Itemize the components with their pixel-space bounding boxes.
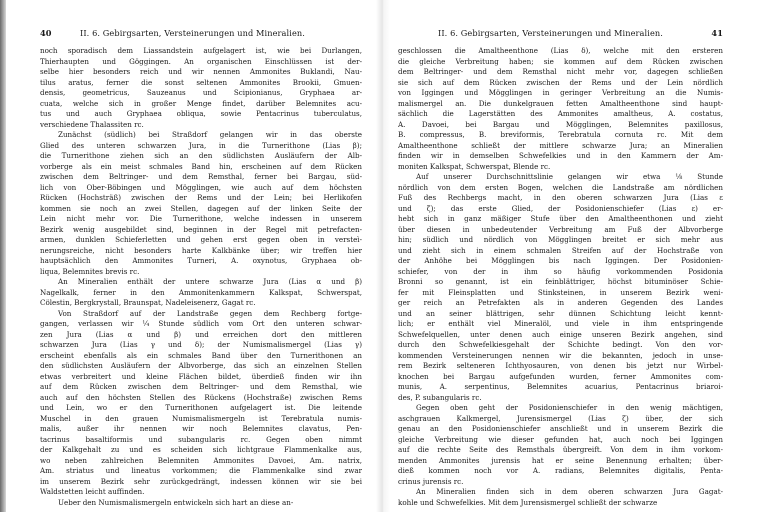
page-number: 41 [711, 28, 723, 38]
text-line: geschlossen die Amaltheenthone (Lias δ), welche mit den ersteren [398, 46, 723, 55]
text-line: Fuß des Rechbergs macht, in den oberen schwarzen Jura (Lias ε [398, 193, 723, 202]
text-line: verschiedene Thalassiten rc. [40, 119, 144, 129]
text-line: lich von Ober-Böbingen und Mögglingen, wie auch auf dem höchsten [40, 182, 362, 192]
text-line: munis, A. serpentinus, Belemnites acuarius, Pentacrinus briaroi- [398, 382, 723, 391]
text-line: selbe hier besonders reich und wir nennen Ammonites Buklandi, Nau- [40, 67, 362, 76]
right-page-header [398, 28, 723, 42]
text-line: wo neben zahlreichen Belemniten Ammonites Davoei, Am. natrix, [40, 455, 362, 465]
text-line: schiefer, von der in ihm so häufig vorkommenden Posidonia [398, 266, 723, 276]
text-line: genau an den Posidonienschiefer anschließt und in unserem Bezirk die [398, 424, 723, 433]
text-line: Rücken (Hochsträß) zwischen der Rems und der Lein; bei Herlikofen [40, 193, 362, 202]
text-line: A. Davoei, bei Bargau und Mögglingen, Belemnites paxillosus, [398, 119, 723, 129]
text-line: Auf unserer Durchschnittslinie gelangen wir etwa ⅛ Stunde [416, 172, 723, 181]
text-line: auf dem Rücken zwischen dem Beltringer- und dem Remsthal, wie [40, 382, 362, 391]
text-line: malismergel an. Die dunkelgrauen fetten Amaltheenthone sind haupt- [398, 98, 723, 108]
text-line: lich; er enthält viel Mineralöl, und viele in ihm entspringende [398, 319, 723, 328]
text-line: und zieht sich in einem schmalen Streifen auf der Hochstraße von [398, 245, 723, 255]
text-line: An Mineralien finden sich in dem oberen schwarzen Jura Gagat- [416, 487, 723, 496]
text-line: liqua, Belemnites brevis rc. [40, 266, 140, 276]
text-line: dem Beltringer- und dem Remsthal nicht mehr vor, dagegen schließen [398, 67, 723, 76]
text-line: die Turnerithone ziehen sich an den südlichsten Ausläufern der Alb- [40, 151, 362, 160]
right-page-body [398, 46, 723, 508]
text-line: Ueber den Numismalismergeln entwickeln sich hart an diese an- [58, 497, 294, 507]
text-line: hauptsächlich den Ammonites Turneri, A. oxynotus, Gryphaea ob- [40, 256, 362, 265]
left-page [40, 28, 362, 508]
text-line: fer mit Fleinsplatten und Stinksteinen, in unserem Bezirk weni- [398, 287, 723, 297]
text-line: erscheint ebenfalls als ein schmales Band über den Turnerithonen an [40, 350, 362, 360]
text-line: menden Ammonites jurensis hat er seine Benennung erhalten; über- [398, 455, 723, 465]
text-line: noch sporadisch dem Liassandstein aufgelagert ist, wie bei Durlangen, [40, 46, 362, 55]
text-line: vorberge als ein meist schmales Band hin, erscheinen auf dem Rücken [40, 161, 362, 171]
text-line: und an seiner blättrigen, sehr dünnen Schichtung leicht kennt- [398, 308, 723, 318]
text-line: kommen sie noch an zwei Stellen, dagegen auf der linken Seite der [40, 203, 362, 213]
text-line: etwas verbreitert und kleine Flächen bildet, überdieß finden wir ihn [40, 371, 362, 381]
text-line: kommenden Versteinerungen nennen wir die bekannten, jedoch in unse- [398, 350, 723, 360]
left-page-body [40, 46, 362, 508]
text-line: Nagelkalk, ferner in den Ammonitenkammern Kalkspat, Schwerspat, [40, 287, 362, 297]
paragraph [40, 309, 362, 498]
text-line: knochen bei Bargau aufgefunden wurden, ferner Ammonites com- [398, 371, 723, 381]
text-line: durch den Schwefelkiesgehalt der Schichte bedingt. Von den vor- [398, 340, 723, 349]
text-line: armen, dunklen Schieferletten und gehen erst gegen oben in versteì- [40, 235, 362, 244]
running-head: II. 6. Gebirgsarten, Versteinerungen und Mineralien. [80, 28, 305, 38]
text-line: tilus aratus, ferner die sonst seltenen Ammonites Brookii, Gmuen- [40, 77, 362, 87]
paragraph [40, 277, 362, 309]
book-edge-shadow [0, 0, 6, 512]
text-line: von Iggingen und Mögglingen in geringer Verbreitung an die Numis- [398, 88, 723, 97]
text-line: Muschel in den grauen Numismalismergeln ist Terebratula numis- [40, 413, 362, 423]
paragraph [40, 130, 362, 277]
text-line: cuata, welche sich in großer Menge findet, darüber Belemnites acu- [40, 98, 362, 108]
text-line: des, P. subangularis rc. [398, 392, 482, 402]
text-line: An Mineralien enthält der untere schwarze Jura (Lias α und β) [58, 277, 362, 286]
text-line: Bezirk wenig ausgebildet sind, beginnen in der Regel mit petrefacten- [40, 224, 362, 234]
text-line: auch auf den höchsten Stellen des Rückens (Hochstraße) zwischen Rems [40, 392, 362, 402]
page-number: 40 [40, 28, 52, 38]
text-line: gleiche Verbreitung wie dieser gefunden hat, auch noch bei Iggingen [398, 434, 723, 444]
text-line: dieß kommen noch vor A. radians, Belemnites digitalis, Penta- [398, 466, 723, 475]
text-line: und ζ); das erste Glied, der Posidonienschiefer (Lias ε) er- [398, 203, 723, 213]
paragraph [398, 487, 723, 508]
running-head: II. 6. Gebirgsarten, Versteinerungen und Mineralien. [438, 28, 663, 38]
text-line: tacrinus basaltiformis und subangularis rc. Gegen oben nimmt [40, 434, 362, 444]
text-line: kohle und Schwefelkies. Mit dem Jurensismergel schließt der schwarze [398, 497, 658, 507]
text-line: Bronni so genannt, ist ein feinblättriger, höchst bituminöser Schie- [398, 277, 723, 286]
text-line: crinus jurensis rc. [398, 476, 464, 486]
text-line: nerungsreiche, nicht besonders harte Kalkbänke über; wir treffen hier [40, 245, 362, 255]
text-line: Amaltheenthone schließt der mittlere schwarze Jura; an Mineralien [398, 140, 723, 150]
text-line: und Lein, wo er den Turnerithonen aufgelagert ist. Die leitende [40, 403, 362, 412]
text-line: Zunächst (südlich) bei Straßdorf gelangen wir in das oberste [58, 130, 362, 139]
paragraph [40, 46, 362, 130]
text-line: die gleiche Verbreitung haben; sie kommen auf dem Rücken zwischen [398, 56, 723, 66]
text-line: Am. striatus und lineatus vorkommen; die Flammenkalke sind zwar [40, 466, 362, 475]
text-line: zen Jura (Lias α und β) und erreichen dort den mittleren [40, 329, 362, 339]
text-line: über diesen in unbedeutender Verbreitung am Fuß der Albvorberge [398, 224, 723, 234]
text-line: im unserem Bezirk sehr zurückgedrängt, indessen können wir sie bei [40, 476, 362, 486]
text-line: der Anhöhe bei Mögglingen bis nach Iggingen. Der Posidonien- [398, 256, 723, 265]
text-line: Glied des unteren schwarzen Jura, in die Turnerithone (Lias β); [40, 140, 362, 150]
text-line: Gegen oben geht der Posidonienschiefer in den wenig mächtigen, [416, 403, 723, 412]
paragraph [40, 498, 362, 509]
right-page [398, 28, 723, 508]
text-line: finden wir in demselben Schwefelkies und in den Kammern der Am- [398, 151, 723, 160]
text-line: densis, geometricus, Sauzeanus und Scipionianus, Gryphaea ar- [40, 88, 362, 97]
text-line: malis, außer ihr nennen wir noch Belemnites clavatus, Pen- [40, 424, 362, 433]
text-line: moniten Kalkspat, Schwerspat, Blende rc. [398, 161, 551, 171]
text-line: ger reich an Petrefakten als in anderen Gegenden des Landes [398, 298, 723, 307]
paragraph [398, 46, 723, 172]
text-line: hebt sich in ganz mäßiger Stufe über den Amaltheenthonen und zieht [398, 214, 723, 223]
text-line: gangen, verlassen wir ¼ Stunde südlich vom Ort den unteren schwar- [40, 319, 362, 328]
text-line: aschgrauen Kalkmergel, Jurensismergel (Lias ζ) über, der sich [398, 413, 723, 423]
text-line: rem Bezirk selteneren Ichthyosauren, von denen bis jetzt nur Wirbel- [398, 361, 723, 370]
text-line: nördlich von dem ersten Bogen, welchen die Landstraße am nördlichen [398, 182, 723, 192]
text-line: Schwefelquellen, unter denen auch einige unseren Bezirk angehen, sind [398, 329, 723, 339]
text-line: schwarzen Jura (Lias γ und δ); der Numismalismergel (Lias γ) [40, 340, 362, 349]
text-line: der Kalkgehalt zu und es scheiden sich lichtgraue Flammenkalke aus, [40, 445, 362, 454]
paragraph [398, 403, 723, 487]
text-line: zwischen dem Beltringer- und dem Remsthal, ferner bei Bargau, süd- [40, 172, 362, 181]
text-line: Von Straßdorf auf der Landstraße gegen dem Rechberg fortge- [58, 308, 362, 318]
text-line: tus und auch Gryphaea obliqua, sowie Pentacrinus tuberculatus, [40, 109, 362, 118]
text-line: hin; südlich und nördlich von Mögglingen breitet er sich mehr aus [398, 235, 723, 244]
text-line: B. compressus, B. breviformis, Terebratula cornuta rc. Mit dem [398, 130, 723, 139]
text-line: auf die rechte Seite des Remsthals übergreift. Von dem in ihm vorkom- [398, 445, 723, 454]
text-line: Thierhaupten und Göggingen. An organischen Einschlüssen ist der- [40, 56, 362, 66]
paragraph [398, 172, 723, 403]
text-line: Lein nicht mehr vor. Die Turnerithone, welche indessen in unserem [40, 214, 362, 223]
left-page-header [40, 28, 362, 42]
text-line: sächlich die Lagerstätten des Ammonites amaltheus, A. costatus, [398, 109, 723, 118]
text-line: sie sich auf dem Rücken zwischen der Rems und der Lein nördlich [398, 77, 723, 87]
text-line: Cölestin, Bergkrystall, Braunspat, Nadeleisenerz, Gagat rc. [40, 298, 256, 307]
text-line: Waldstetten leicht auffinden. [40, 487, 145, 496]
text-line: den südlichsten Ausläufern der Albvorberge, das sich an einzelnen Stellen [40, 361, 362, 370]
book-gutter [376, 0, 390, 512]
